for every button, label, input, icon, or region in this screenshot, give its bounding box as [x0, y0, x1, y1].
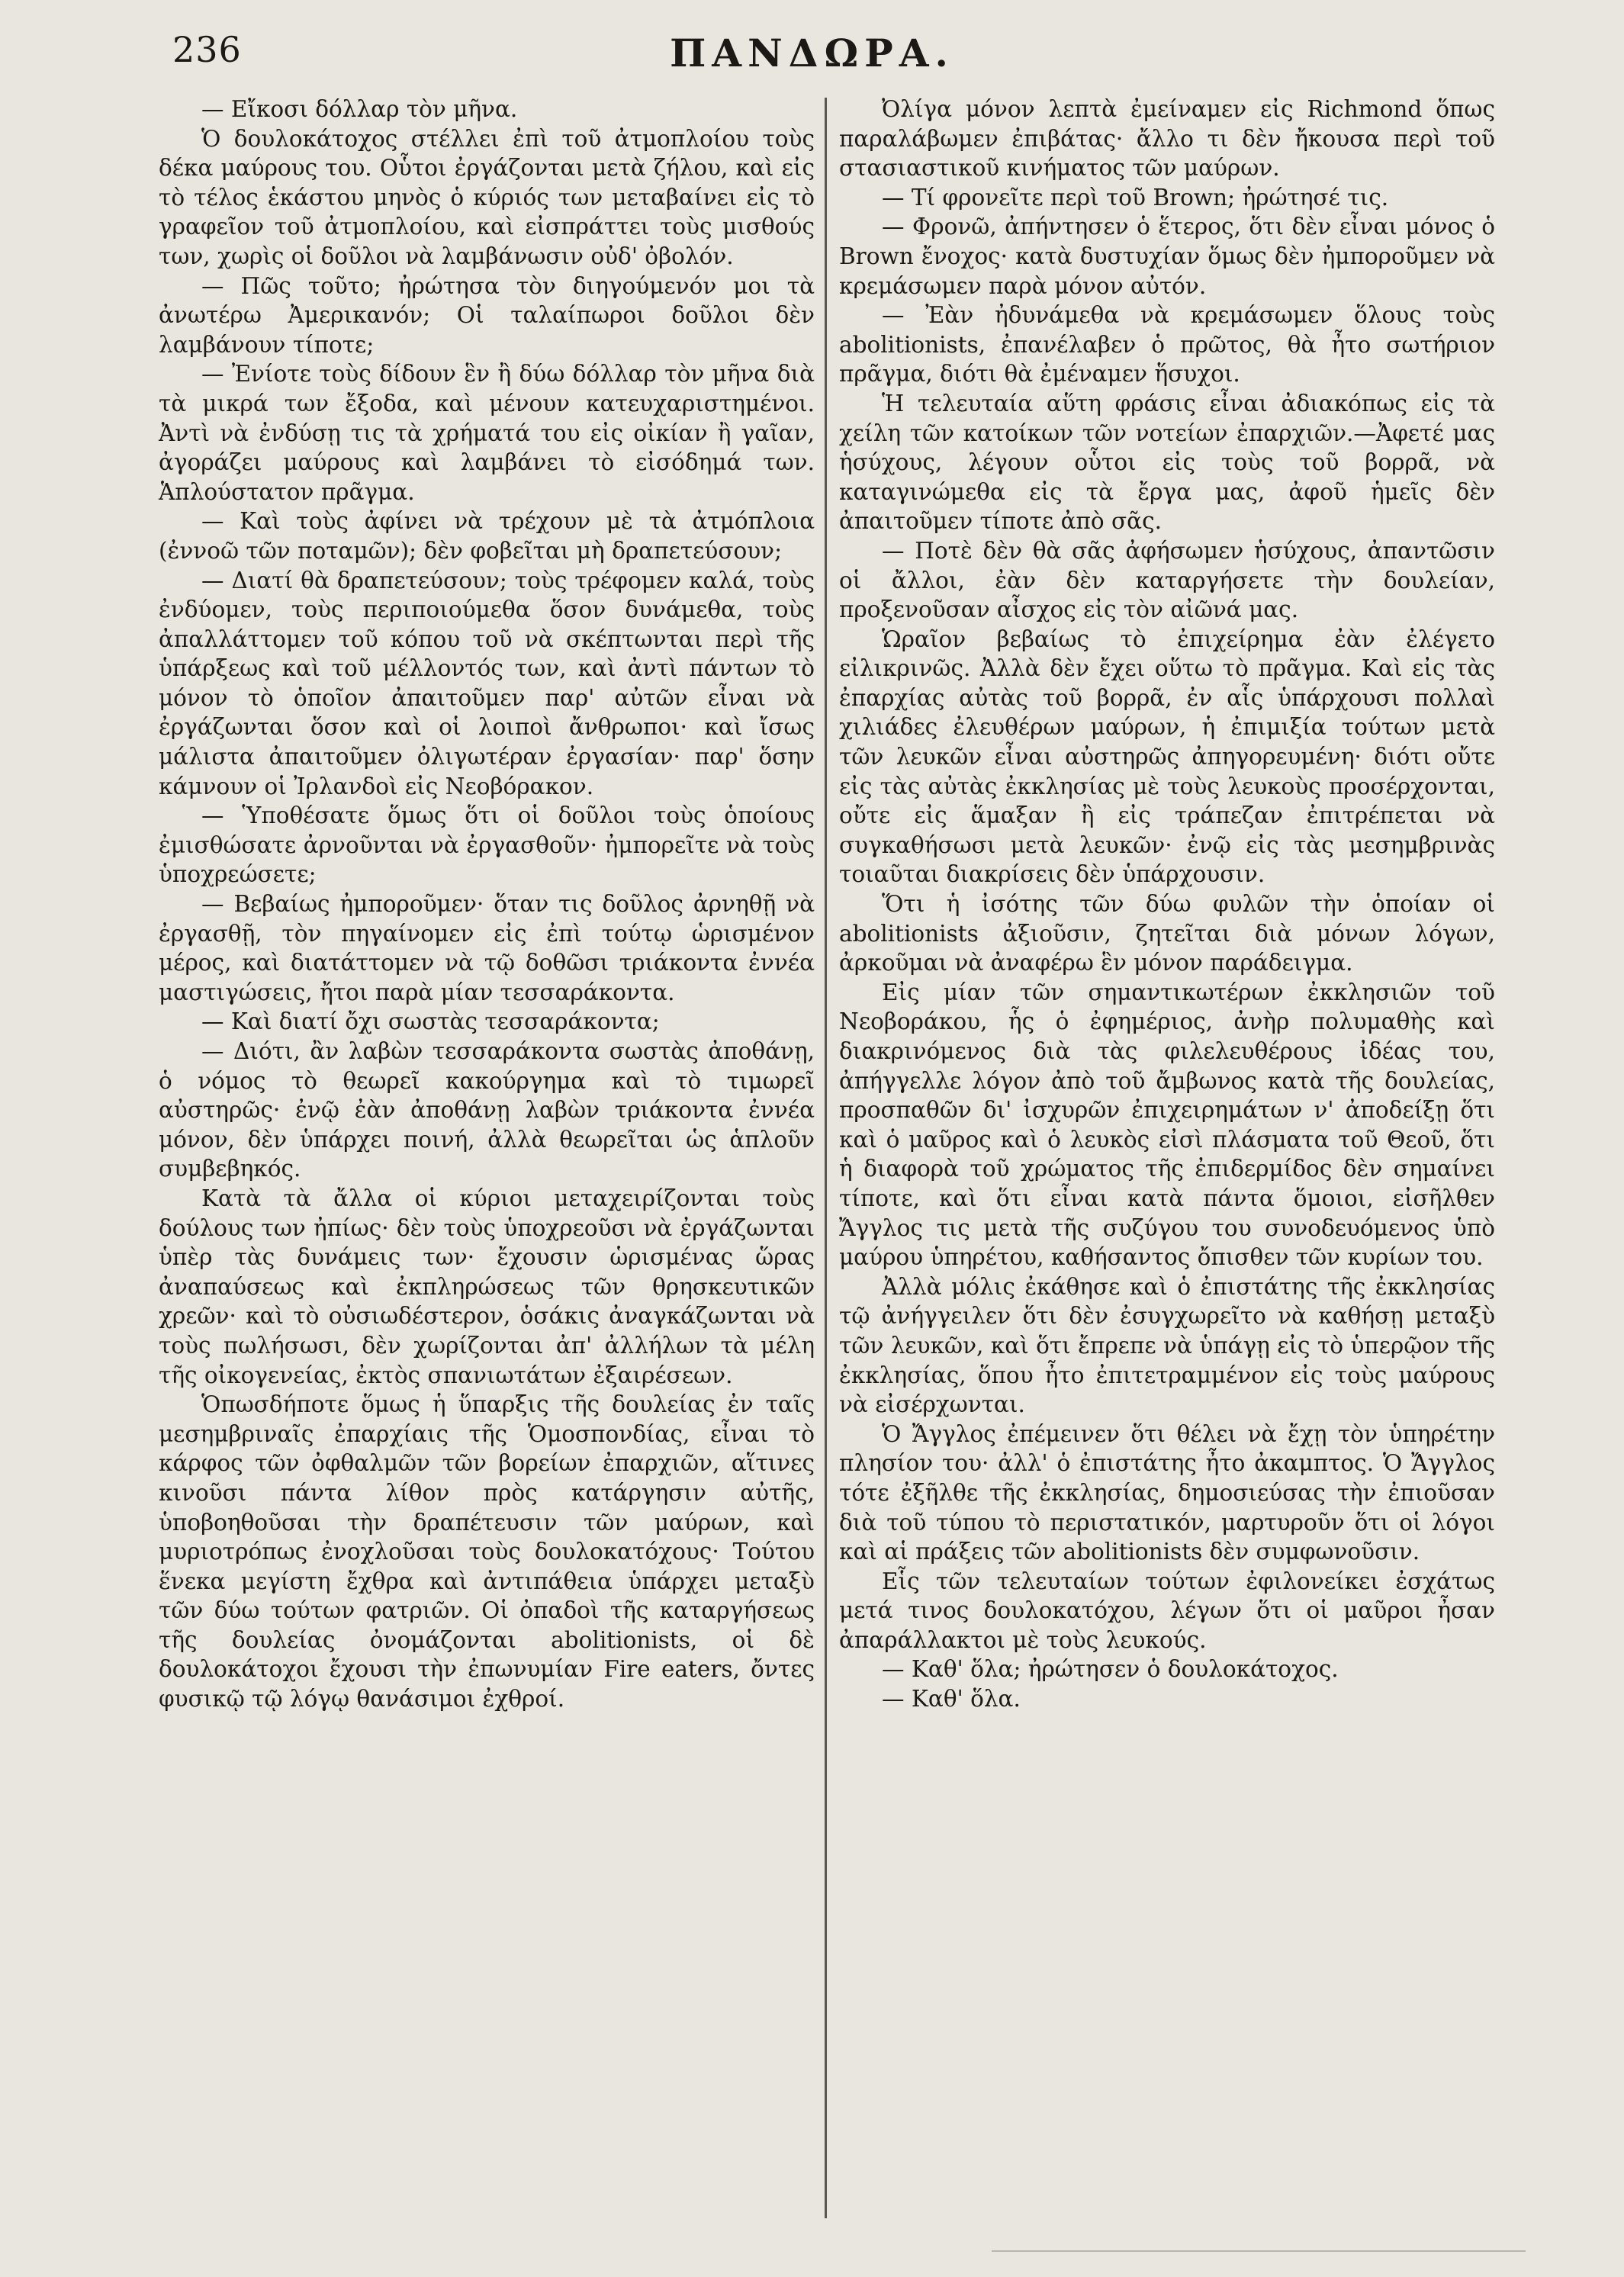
- left-column: [159, 95, 815, 1714]
- paragraph: — Καθ' ὅλα; ἠρώτησεν ὁ δουλοκάτοχος.: [882, 1656, 1339, 1683]
- paragraph: — Καθ' ὅλα.: [882, 1686, 1021, 1713]
- paragraph: — Διότι, ἂν λαβὼν τεσσαράκοντα σωστὰς ἀποθάνῃ, ὁ νόμος τὸ θεωρεῖ κακούργημα καὶ τὸ τιμωρεῖ αὐστηρῶς· ἐνῷ ἐὰν ἀποθάνῃ λαβὼν τριάκοντα ἐννέα μόνον, δὲν ὑπάρχει ποινή, ἀλλὰ θεωρεῖται ὡς ἁπλοῦν συμβεβηκός.: [159, 1038, 815, 1182]
- paragraph: Ὅτι ἡ ἰσότης τῶν δύω φυλῶν τὴν ὁποίαν οἱ abolitionists ἀξιοῦσιν, ζητεῖται διὰ μόνων λόγων, ἀρκοῦμαι νὰ ἀναφέρω ἓν μόνον παράδειγμα.: [839, 891, 1495, 976]
- paragraph: Εἷς τῶν τελευταίων τούτων ἐφιλονείκει ἐσχάτως μετά τινος δουλοκατόχου, λέγων ὅτι οἱ μαῦροι ἦσαν ἀπαράλλακτοι μὲ τοὺς λευκούς.: [839, 1568, 1495, 1653]
- paragraph: — Εἴκοσι δόλλαρ τὸν μῆνα.: [201, 96, 518, 122]
- paragraph: — Διατί θὰ δραπετεύσουν; τοὺς τρέφομεν καλά, τοὺς ἐνδύομεν, τοὺς περιποιούμεθα ὅσον δυνάμεθα, τοὺς ἀπαλλάττομεν τοῦ κόπου τοῦ νὰ σκέπτωνται περὶ τῆς ὑπάρξεως καὶ τοῦ μέλλοντός των, καὶ ἀντὶ πάντων τὸ μόνον τὸ ὁποῖον ἀπαιτοῦμεν παρ' αὐτῶν εἶναι νὰ ἐργάζωνται ὅσον καὶ οἱ λοιποὶ ἄνθρωποι· καὶ ἴσως μάλιστα ἀπαιτοῦμεν ὀλιγωτέραν ἐργασίαν· παρ' ὅσην κάμνουν οἱ Ἰρλανδοὶ εἰς Νεοβόρακον.: [159, 567, 815, 799]
- right-column: [839, 95, 1495, 1714]
- paragraph: — Ὑποθέσατε ὅμως ὅτι οἱ δοῦλοι τοὺς ὁποίους ἐμισθώσατε ἀρνοῦνται νὰ ἐργασθοῦν· ἠμπορεῖτε νὰ τοὺς ὑποχρεώσετε;: [159, 802, 815, 888]
- paragraph: Ὡραῖον βεβαίως τὸ ἐπιχείρημα ἐὰν ἐλέγετο εἰλικρινῶς. Ἀλλὰ δὲν ἔχει οὕτω τὸ πρᾶγμα. Καὶ εἰς τὰς ἐπαρχίας αὐτὰς τοῦ βορρᾶ, ἐν αἷς ὑπάρχουσι πολλαὶ χιλιάδες ἐλευθέρων μαύρων, ἡ ἐπιμιξία τούτων μετὰ τῶν λευκῶν εἶναι αὐστηρῶς ἀπηγορευμένη· διότι οὔτε εἰς τὰς αὐτὰς ἐκκλησίας μὲ τοὺς λευκοὺς προσέρχονται, οὔτε εἰς ἅμαξαν ἢ εἰς τράπεζαν ἐπιτρέπεται νὰ συγκαθήσωσι μετὰ λευκῶν· ἐνῷ εἰς τὰς μεσημβρινὰς τοιαῦται διακρίσεις δὲν ὑπάρχουσιν.: [839, 626, 1495, 888]
- paragraph: — Καὶ διατί ὄχι σωστὰς τεσσαράκοντα;: [201, 1008, 660, 1035]
- page-number: 236: [172, 29, 242, 70]
- paragraph: Ἡ τελευταία αὕτη φράσις εἶναι ἀδιακόπως εἰς τὰ χείλη τῶν κατοίκων τῶν νοτείων ἐπαρχιῶν.—Ἀφετέ μας ἡσύχους, λέγουν οὗτοι εἰς τοὺς τοῦ βορρᾶ, νὰ καταγινώμεθα εἰς τὰ ἔργα μας, ἀφοῦ ἡμεῖς δὲν ἀπαιτοῦμεν τίποτε ἀπὸ σᾶς.: [839, 390, 1495, 535]
- paragraph: — Φρονῶ, ἀπήντησεν ὁ ἕτερος, ὅτι δὲν εἶναι μόνος ὁ Brown ἔνοχος· κατὰ δυστυχίαν ὅμως δὲν ἠμποροῦμεν νὰ κρεμάσωμεν παρὰ μόνον αὐτόν.: [839, 214, 1495, 299]
- paragraph: Εἰς μίαν τῶν σημαντικωτέρων ἐκκλησιῶν τοῦ Νεοβοράκου, ἧς ὁ ἐφημέριος, ἀνὴρ πολυμαθὴς καὶ διακρινόμενος διὰ τὰς φιλελευθέρους ἰδέας του, ἀπήγγελλε λόγον ἀπὸ τοῦ ἄμβωνος κατὰ τῆς δουλείας, προσπαθῶν δι' ἰσχυρῶν ἐπιχειρημάτων ν' ἀποδείξῃ ὅτι καὶ ὁ μαῦρος καὶ ὁ λευκὸς εἰσὶ πλάσματα τοῦ Θεοῦ, ὅτι ἡ διαφορὰ τοῦ χρώματος τῆς ἐπιδερμίδος δὲν σημαίνει τίποτε, καὶ ὅτι εἶναι κατὰ πάντα ὅμοιοι, εἰσῆλθεν Ἄγγλος τις μετὰ τῆς συζύγου του συνοδευόμενος ὑπὸ μαύρου ὑπηρέτου, καθήσαντος ὄπισθεν τῶν κυρίων του.: [839, 979, 1495, 1271]
- bottom-rule: [992, 2250, 1526, 2252]
- paragraph: — Καὶ τοὺς ἀφίνει νὰ τρέχουν μὲ τὰ ἀτμόπλοια (ἐννοῶ τῶν ποταμῶν); δὲν φοβεῖται μὴ δραπετεύσουν;: [159, 508, 815, 564]
- paragraph: — Ἐνίοτε τοὺς δίδουν ἓν ἢ δύω δόλλαρ τὸν μῆνα διὰ τὰ μικρά των ἔξοδα, καὶ μένουν κατευχαριστημένοι. Ἀντὶ νὰ ἐνδύσῃ τις τὰ χρήματά του εἰς οἰκίαν ἢ γαῖαν, ἀγοράζει μαύρους καὶ λαμβάνει τὸ εἰσόδημά των. Ἁπλούστατον πρᾶγμα.: [159, 361, 815, 505]
- paragraph: — Βεβαίως ἠμποροῦμεν· ὅταν τις δοῦλος ἀρνηθῇ νὰ ἐργασθῇ, τὸν πηγαίνομεν εἰς ἐπὶ τούτῳ ὡρισμένον μέρος, καὶ διατάττομεν νὰ τῷ δοθῶσι τριάκοντα ἐννέα μαστιγώσεις, ἤτοι παρὰ μίαν τεσσαράκοντα.: [159, 891, 815, 1005]
- paragraph: — Ποτὲ δὲν θὰ σᾶς ἀφήσωμεν ἡσύχους, ἀπαντῶσιν οἱ ἄλλοι, ἐὰν δὲν καταργήσετε τὴν δουλείαν, προξενοῦσαν αἶσχος εἰς τὸν αἰῶνά μας.: [839, 537, 1495, 623]
- paragraph: — Τί φρονεῖτε περὶ τοῦ Brown; ἠρώτησέ τις.: [882, 184, 1389, 211]
- paragraph: Ὁ Ἄγγλος ἐπέμεινεν ὅτι θέλει νὰ ἔχῃ τὸν ὑπηρέτην πλησίον του· ἀλλ' ὁ ἐπιστάτης ἦτο ἀκαμπτος. Ὁ Ἄγγλος τότε ἐξῆλθε τῆς ἐκκλησίας, δημοσιεύσας τὴν ἐπιοῦσαν διὰ τοῦ τύπου τὸ περιστατικόν, μαρτυροῦν ὅτι οἱ λόγοι καὶ αἱ πράξεις τῶν abolitionists δὲν συμφωνοῦσιν.: [839, 1420, 1495, 1565]
- column-divider: [825, 98, 827, 2218]
- paragraph: — Πῶς τοῦτο; ἠρώτησα τὸν διηγούμενόν μοι τὰ ἀνωτέρω Ἀμερικανόν; Οἱ ταλαίπωροι δοῦλοι δὲν λαμβάνουν τίποτε;: [159, 272, 815, 358]
- running-head-title: ΠΑΝΔΩΡΑ.: [670, 31, 954, 76]
- paragraph: Ὁ δουλοκάτοχος στέλλει ἐπὶ τοῦ ἀτμοπλοίου τοὺς δέκα μαύρους του. Οὗτοι ἐργάζονται μετὰ ζήλου, καὶ εἰς τὸ τέλος ἑκάστου μηνὸς ὁ κύριός των μεταβαίνει εἰς τὸ γραφεῖον τοῦ ἀτμοπλοίου, καὶ εἰσπράττει τοὺς μισθούς των, χωρὶς οἱ δοῦλοι νὰ λαμβάνωσιν οὐδ' ὀβολόν.: [159, 125, 815, 269]
- paragraph: Ὁπωσδήποτε ὅμως ἡ ὕπαρξις τῆς δουλείας ἐν ταῖς μεσημβριναῖς ἐπαρχίαις τῆς Ὁμοσπονδίας, εἶναι τὸ κάρφος τῶν ὀφθαλμῶν τῶν βορείων ἐπαρχιῶν, αἵτινες κινοῦσι πάντα λίθον πρὸς κατάργησιν αὐτῆς, ὑποβοηθοῦσαι τὴν δραπέτευσιν τῶν μαύρων, καὶ μυριοτρόπως ἐνοχλοῦσαι τοὺς δουλοκατόχους· Τούτου ἕνεκα μεγίστη ἔχθρα καὶ ἀντιπάθεια ὑπάρχει μεταξὺ τῶν δύω τούτων φατριῶν. Οἱ ὀπαδοὶ τῆς καταργήσεως τῆς δουλείας ὀνομάζονται abolitionists, οἱ δὲ δουλοκάτοχοι ἔχουσι τὴν ἐπωνυμίαν Fire eaters, ὄντες φυσικῷ τῷ λόγῳ θανάσιμοι ἐχθροί.: [159, 1391, 815, 1713]
- paragraph: Ὀλίγα μόνον λεπτὰ ἐμείναμεν εἰς Richmond ὅπως παραλάβωμεν ἐπιβάτας· ἄλλο τι δὲν ἤκουσα περὶ τοῦ στασιαστικοῦ κινήματος τῶν μαύρων.: [839, 96, 1495, 182]
- paragraph: Ἀλλὰ μόλις ἐκάθησε καὶ ὁ ἐπιστάτης τῆς ἐκκλησίας τῷ ἀνήγγειλεν ὅτι δὲν ἐσυγχωρεῖτο νὰ καθήσῃ μεταξὺ τῶν λευκῶν, καὶ ὅτι ἔπρεπε νὰ ὑπάγῃ εἰς τὸ ὑπερῷον τῆς ἐκκλησίας, ὅπου ἦτο ἐπιτετραμμένον εἰς τοὺς μαύρους νὰ εἰσέρχωνται.: [839, 1273, 1495, 1418]
- paragraph: — Ἐὰν ἠδυνάμεθα νὰ κρεμάσωμεν ὅλους τοὺς abolitionists, ἐπανέλαβεν ὁ πρῶτος, θὰ ἦτο σωτήριον πρᾶγμα, διότι θὰ ἐμέναμεν ἥσυχοι.: [839, 302, 1495, 388]
- paragraph: Κατὰ τὰ ἄλλα οἱ κύριοι μεταχειρίζονται τοὺς δούλους των ἠπίως· δὲν τοὺς ὑποχρεοῦσι νὰ ἐργάζωνται ὑπὲρ τὰς δυνάμεις των· ἔχουσιν ὡρισμένας ὥρας ἀναπαύσεως καὶ ἐκπληρώσεως τῶν θρησκευτικῶν χρεῶν· καὶ τὸ οὐσιωδέστερον, ὁσάκις ἀναγκάζωνται νὰ τοὺς πωλήσωσι, δὲν χωρίζονται ἀπ' ἀλλήλων τὰ μέλη τῆς οἰκογενείας, ἐκτὸς σπανιωτάτων ἐξαιρέσεων.: [159, 1185, 815, 1388]
